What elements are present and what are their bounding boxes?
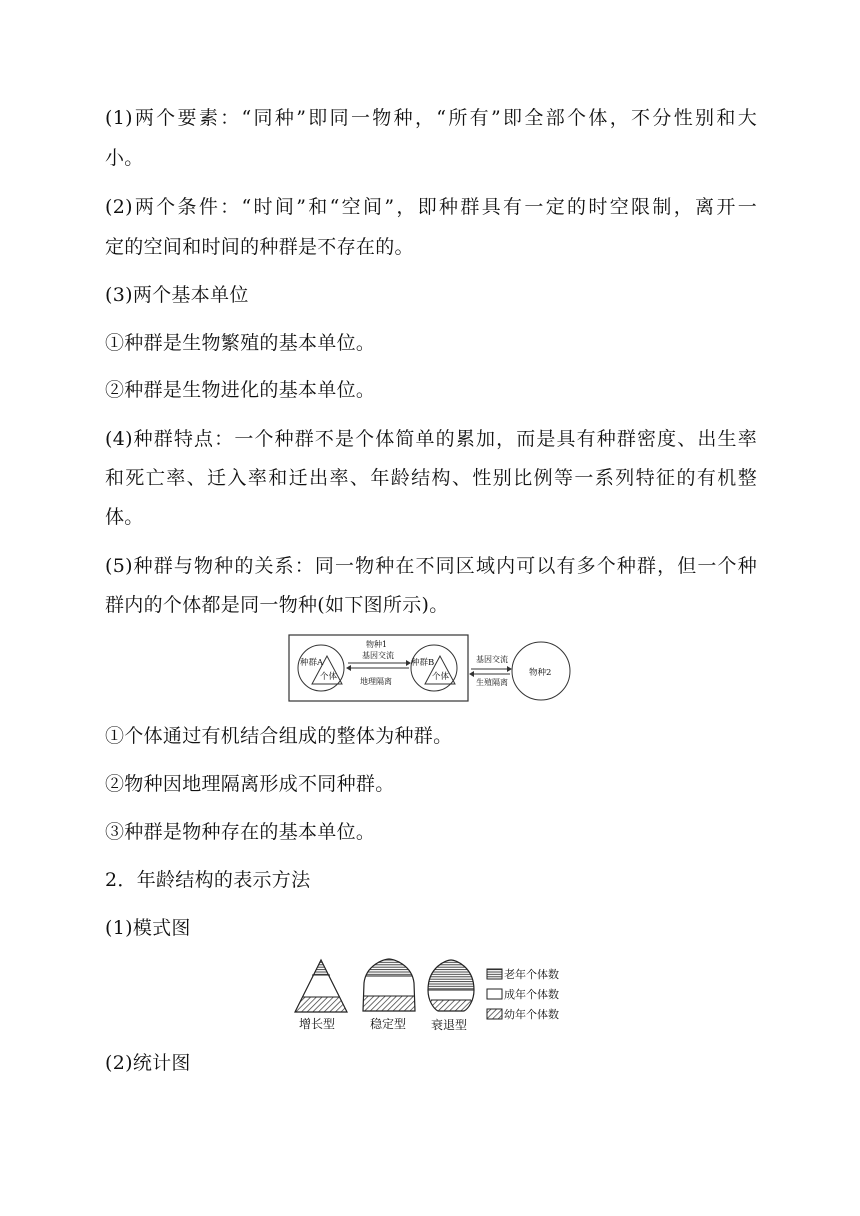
line-s2: 2．年龄结构的表示方法: [105, 869, 311, 891]
age-structure-diagram: [288, 957, 574, 1033]
line-n2: ②物种因地理隔离形成不同种群。: [105, 773, 395, 795]
repro-isolation-label: 生殖隔离: [476, 678, 508, 687]
line-n1: ①个体通过有机结合组成的整体为种群。: [105, 725, 453, 747]
legend-old-label: 老年个体数: [504, 968, 559, 981]
line-p1-1: (1)两个要素：“同种”即同一物种，“所有”即全部个体，不分性别和大: [105, 107, 757, 129]
population-species-diagram: [286, 632, 576, 704]
stable-pyramid: [358, 957, 420, 1012]
geo-isolation-label: 地理隔离: [360, 677, 392, 686]
type-growth-label: 增长型: [299, 1017, 336, 1031]
line-n3: ③种群是物种存在的基本单位。: [105, 821, 376, 843]
line-p3-a: ①种群是生物繁殖的基本单位。: [105, 332, 376, 354]
popB-label: 种群B: [411, 658, 435, 668]
type-stable-label: 稳定型: [370, 1017, 407, 1031]
arrow-left-1-head: [346, 665, 351, 671]
line-p5-1: (5)种群与物种的关系：同一物种在不同区域内可以有多个种群，但一个种: [105, 555, 757, 577]
legend-adult-label: 成年个体数: [504, 988, 559, 1001]
species2-label: 物种2: [529, 668, 552, 678]
arrow-right-2-head: [507, 666, 512, 672]
line-p4-2: 和死亡率、迁入率和迁出率、年龄结构、性别比例等一系列特征的有机整: [105, 467, 757, 489]
legend-young-swatch: [487, 1009, 502, 1019]
popA-label: 种群A: [300, 658, 324, 668]
line-s2-1: (1)模式图: [105, 917, 191, 939]
line-p3-b: ②种群是生物进化的基本单位。: [105, 379, 376, 401]
line-p3: (3)两个基本单位: [105, 284, 249, 306]
arrow-left-2-head: [469, 671, 474, 677]
line-p2-1: (2)两个条件：“时间”和“空间”，即种群具有一定的时空限制，离开一: [105, 196, 757, 218]
line-p2-2: 定的空间和时间的种群是不存在的。: [105, 236, 414, 258]
species1-label: 物种1: [366, 640, 388, 649]
legend-old-swatch: [487, 969, 502, 979]
gene-flow-label-2: 基因交流: [476, 655, 508, 664]
individual-label-a: 个体: [320, 672, 338, 682]
line-p5-2: 群内的个体都是同一物种(如下图所示)。: [105, 594, 449, 616]
line-p4-1: (4)种群特点：一个种群不是个体简单的累加，而是具有种群密度、出生率: [105, 428, 757, 450]
individual-label-b: 个体: [432, 672, 450, 682]
gene-flow-label-1: 基因交流: [362, 651, 394, 660]
line-p1-2: 小。: [105, 147, 144, 169]
type-declining-label: 衰退型: [431, 1018, 468, 1032]
legend-young-label: 幼年个体数: [504, 1008, 559, 1021]
line-s2-2: (2)统计图: [105, 1052, 191, 1074]
legend-adult-swatch: [487, 989, 502, 999]
line-p4-3: 体。: [105, 506, 144, 528]
